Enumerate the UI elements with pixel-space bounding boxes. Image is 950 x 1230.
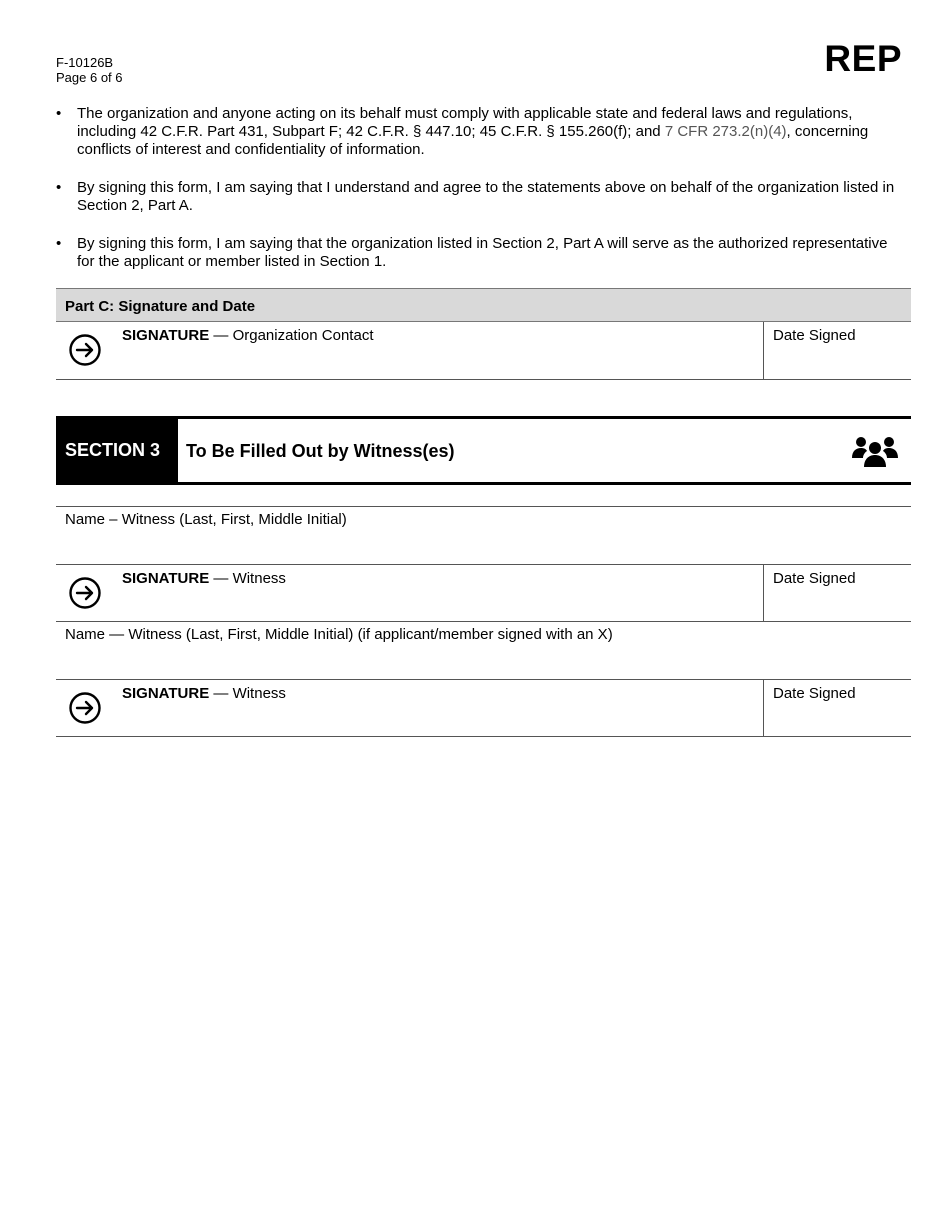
- organization-signature-row: [56, 322, 911, 380]
- page-number: Page 6 of 6: [56, 70, 123, 85]
- cfr-link[interactable]: 7 CFR 273.2(n)(4): [664, 123, 787, 140]
- section-3-badge: SECTION 3: [56, 419, 178, 482]
- statement-text: By signing this form, I am saying that the organization listed in Section 2, Part A will serve as the authorized representative for the applicant or member listed in Section 1.: [77, 235, 888, 270]
- witness-1-signature-field[interactable]: [122, 570, 286, 587]
- witness-2-date-field[interactable]: [763, 680, 911, 736]
- arrow-right-circle-icon: [69, 577, 101, 609]
- statement-list: [56, 105, 896, 291]
- statement-text: By signing this form, I am saying that I understand and agree to the statements above on behalf of the organization listed in Section 2, Part A.: [77, 179, 895, 214]
- bullet-icon: •: [56, 235, 62, 252]
- organization-date-field[interactable]: [763, 322, 911, 379]
- witness-1-date-field[interactable]: [763, 565, 911, 621]
- witness-1-name-field[interactable]: [56, 506, 911, 564]
- witness-1-name-label: Name – Witness (Last, First, Middle Initial): [65, 511, 347, 528]
- witness-2-name-label: Name — Witness (Last, First, Middle Initial) (if applicant/member signed with an X): [65, 626, 613, 643]
- section-3-title: To Be Filled Out by Witness(es): [186, 441, 455, 461]
- date-label: Date Signed: [773, 685, 856, 702]
- signature-label-text: — Witness: [209, 570, 286, 587]
- section-3-header: [56, 416, 911, 485]
- arrow-right-circle-icon: [69, 334, 101, 366]
- form-number: F-10126B: [56, 55, 114, 70]
- form-header: [56, 55, 123, 85]
- form-type-badge: REP: [824, 38, 902, 79]
- date-label: Date Signed: [773, 570, 856, 587]
- statement-text: The organization and anyone acting on its behalf must comply with applicable state and federal laws and regulations, including 42 C.F.R. Part 431, Subpart F; 42 C.F.R. § 447.10; 45 C.F.R. § 155.260(f); and: [77, 105, 853, 140]
- signature-label-bold: SIGNATURE: [122, 570, 210, 587]
- witness-2-signature-field[interactable]: [122, 685, 286, 702]
- witness-2-signature-row: [56, 679, 911, 737]
- signature-label-text: — Witness: [209, 685, 286, 702]
- statement-item: [56, 179, 896, 215]
- bullet-icon: •: [56, 179, 62, 196]
- signature-label-text: — Organization Contact: [209, 327, 374, 344]
- date-label: Date Signed: [773, 327, 856, 344]
- part-c-heading: Part C: Signature and Date: [56, 288, 911, 322]
- organization-signature-field[interactable]: [122, 327, 373, 344]
- bullet-icon: •: [56, 105, 62, 122]
- statement-item: [56, 235, 896, 271]
- statement-item: [56, 105, 896, 159]
- people-group-icon: [851, 434, 899, 468]
- arrow-right-circle-icon: [69, 692, 101, 724]
- witness-1-signature-row: [56, 564, 911, 622]
- statement-text-tail: , concerning conflicts of interest and confidentiality of information.: [77, 123, 869, 158]
- witness-2-name-field[interactable]: [56, 622, 911, 680]
- signature-label-bold: SIGNATURE: [122, 685, 210, 702]
- signature-label-bold: SIGNATURE: [122, 327, 210, 344]
